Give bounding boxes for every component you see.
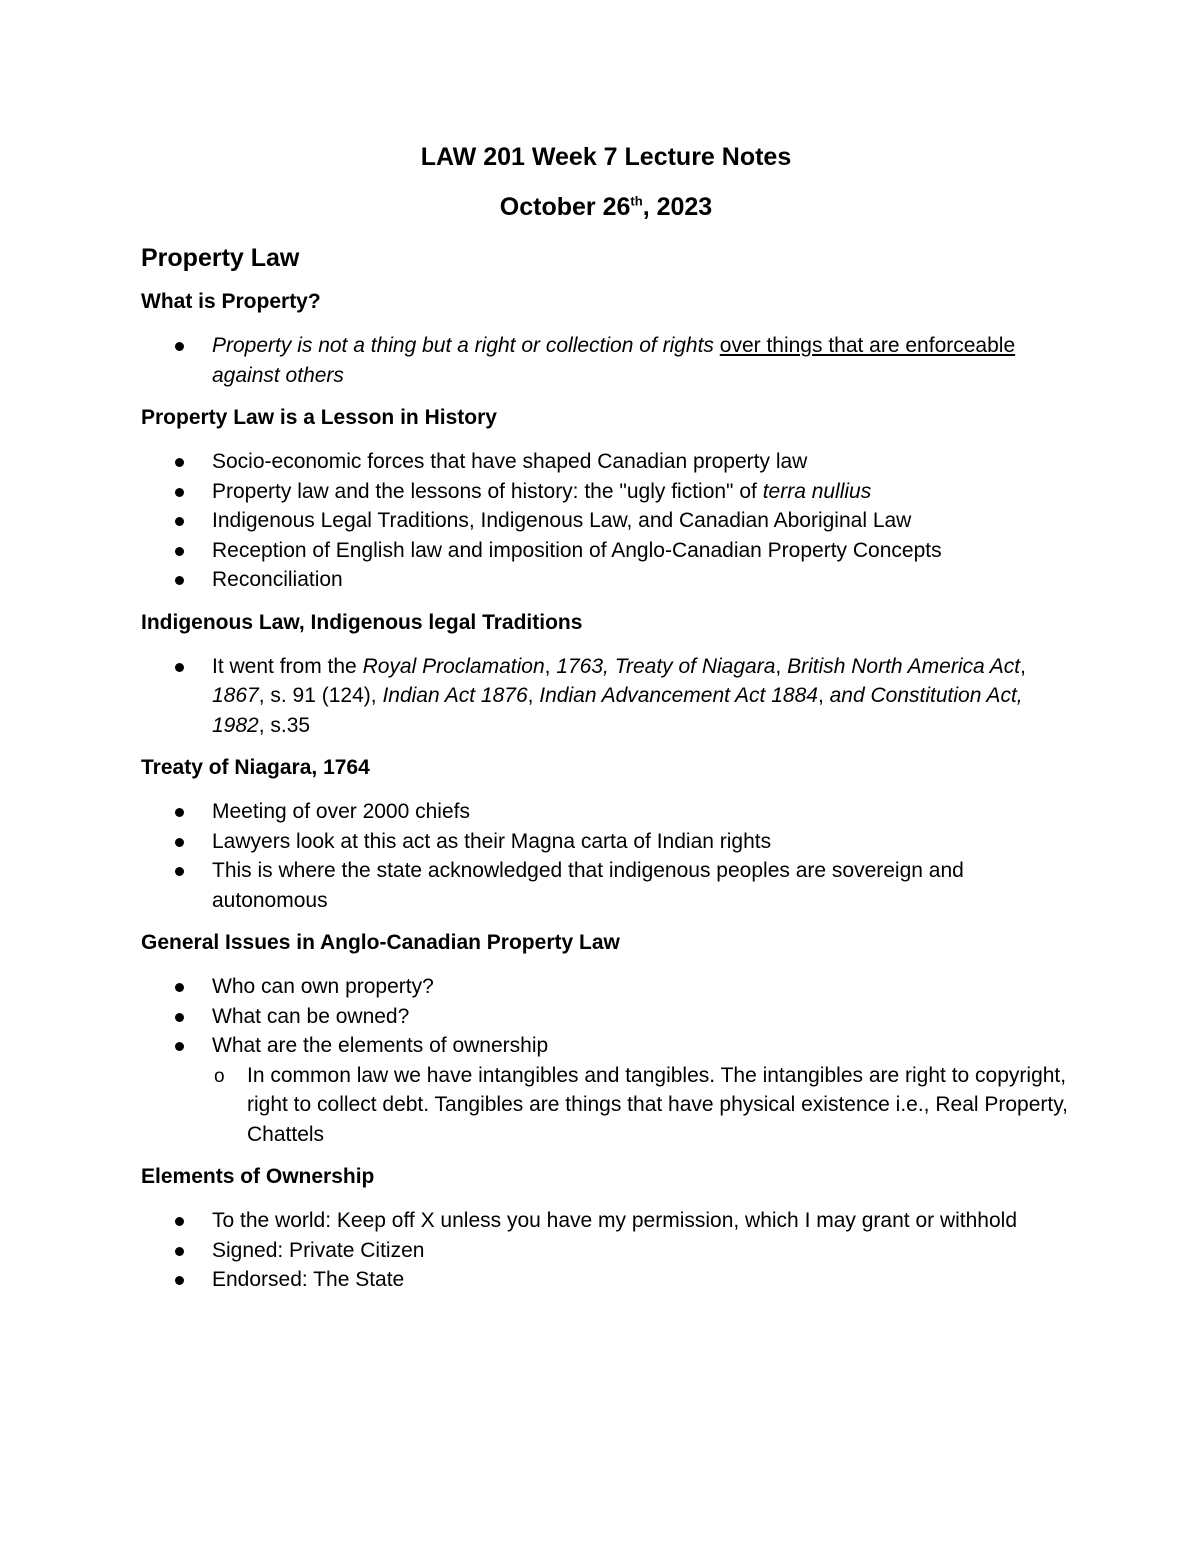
list-item bbox=[141, 1206, 1071, 1236]
bullet-icon bbox=[175, 867, 184, 876]
list-item bbox=[141, 856, 1071, 915]
bullet-icon bbox=[175, 576, 184, 585]
bullet-list-treaty-of-niagara bbox=[141, 797, 1071, 915]
list-item-text: What can be owned? bbox=[212, 1004, 410, 1028]
list-item-text: Reconciliation bbox=[212, 568, 343, 591]
list-item bbox=[141, 331, 1071, 390]
circle-bullet-icon: o bbox=[214, 1065, 225, 1087]
list-item bbox=[141, 1002, 1071, 1032]
section-heading-general-issues: General Issues in Anglo-Canadian Property Law bbox=[141, 931, 620, 954]
section-heading-lesson-in-history: Property Law is a Lesson in History bbox=[141, 406, 497, 429]
sub-list bbox=[212, 1061, 1071, 1150]
bullet-list-general-issues bbox=[141, 972, 1071, 1149]
list-item-text: Signed: Private Citizen bbox=[212, 1238, 425, 1262]
list-item-text: Lawyers look at this act as their Magna carta of Indian rights bbox=[212, 829, 772, 853]
section-heading-elements-of-ownership: Elements of Ownership bbox=[141, 1165, 375, 1188]
text-run: 1763, Treaty of Niagara bbox=[556, 654, 776, 678]
text-run: Indian Act 1876 bbox=[382, 684, 528, 707]
bullet-icon bbox=[175, 1276, 184, 1285]
text-run: British North America Act bbox=[787, 654, 1021, 678]
list-item bbox=[141, 972, 1071, 1002]
bullet-list-lesson-in-history bbox=[141, 447, 1071, 595]
text-run: It went from the bbox=[212, 654, 363, 678]
list-item-text: Property law and the lessons of history: the "ugly fiction" of bbox=[212, 479, 763, 503]
list-item bbox=[141, 652, 1071, 741]
bullet-icon bbox=[175, 547, 184, 556]
text-run: Indian Advancement Act 1884 bbox=[539, 684, 818, 707]
date-ordinal: th bbox=[630, 193, 643, 209]
text-run: Royal Proclamation bbox=[362, 654, 545, 678]
bullet-icon bbox=[175, 663, 184, 672]
text-run: against others bbox=[212, 363, 344, 387]
bullet-icon bbox=[175, 1013, 184, 1022]
list-item-text: Meeting of over 2000 chiefs bbox=[212, 800, 470, 823]
bullet-icon bbox=[175, 517, 184, 526]
list-item bbox=[141, 477, 1071, 507]
list-item-text: Reception of English law and imposition of Anglo-Canadian Property Concepts bbox=[212, 538, 942, 562]
list-item-text: This is where the state acknowledged that indigenous peoples are sovereign and autonomous bbox=[212, 859, 964, 912]
bullet-list-elements-of-ownership bbox=[141, 1206, 1071, 1295]
bullet-icon bbox=[175, 488, 184, 497]
section-heading-what-is-property: What is Property? bbox=[141, 290, 321, 313]
text-run: , bbox=[817, 684, 830, 707]
text-run: , bbox=[1020, 654, 1026, 678]
section-heading-indigenous-law: Indigenous Law, Indigenous legal Traditions bbox=[141, 610, 583, 634]
bullet-icon bbox=[175, 983, 184, 992]
document-title: LAW 201 Week 7 Lecture Notes bbox=[420, 143, 792, 171]
text-run: , bbox=[544, 654, 557, 678]
bullet-icon bbox=[175, 458, 184, 467]
list-item bbox=[141, 1236, 1071, 1266]
list-item-text: To the world: Keep off X unless you have my permission, which I may grant or withhold bbox=[212, 1209, 1018, 1232]
bullet-icon bbox=[175, 1217, 184, 1226]
text-run: , s.35 bbox=[258, 713, 311, 737]
bullet-list-indigenous-law bbox=[141, 652, 1071, 741]
bullet-list-what-is-property bbox=[141, 331, 1071, 390]
text-run: , bbox=[775, 654, 788, 678]
list-item-text: Who can own property? bbox=[212, 975, 434, 998]
text-run: , bbox=[527, 684, 540, 707]
list-item-text: Indigenous Legal Traditions, Indigenous Law, and Canadian Aboriginal Law bbox=[212, 509, 912, 532]
date-year: , 2023 bbox=[642, 193, 713, 221]
text-run: Property is not a thing but a right or collection of rights bbox=[212, 334, 720, 357]
italic-term: terra nullius bbox=[762, 479, 872, 503]
text-run: , s. 91 (124), bbox=[258, 684, 383, 707]
list-item bbox=[141, 565, 1071, 595]
list-item bbox=[141, 536, 1071, 566]
list-item bbox=[141, 797, 1071, 827]
bullet-icon bbox=[175, 808, 184, 817]
text-run: and Constitution Act, 1982 bbox=[212, 684, 1023, 737]
underlined-text: over things that are enforceable bbox=[719, 334, 1016, 357]
bullet-icon bbox=[175, 1042, 184, 1051]
list-item bbox=[141, 827, 1071, 857]
document-page bbox=[141, 139, 1071, 1308]
list-item-text: Socio-economic forces that have shaped Canadian property law bbox=[212, 450, 808, 473]
list-item bbox=[141, 506, 1071, 536]
bullet-icon bbox=[175, 1247, 184, 1256]
text-run: 1867 bbox=[212, 684, 259, 707]
list-item bbox=[141, 1031, 1071, 1149]
list-item-text: Endorsed: The State bbox=[212, 1268, 405, 1291]
bullet-icon bbox=[175, 342, 184, 351]
list-item bbox=[141, 447, 1071, 477]
section-heading-treaty-of-niagara: Treaty of Niagara, 1764 bbox=[141, 756, 370, 779]
list-item-text: What are the elements of ownership bbox=[212, 1034, 549, 1057]
main-heading: Property Law bbox=[141, 244, 300, 272]
bullet-icon bbox=[175, 838, 184, 847]
date-text: October 26 bbox=[499, 193, 631, 221]
list-item bbox=[141, 1265, 1071, 1295]
document-date bbox=[141, 189, 1071, 225]
sub-list-item bbox=[212, 1061, 1071, 1150]
sub-list-item-text: In common law we have intangibles and tangibles. The intangibles are right to copyright, right to collect debt. Tangibles are things that have physical existence i.e., Real Property, Chattels bbox=[247, 1063, 1069, 1146]
